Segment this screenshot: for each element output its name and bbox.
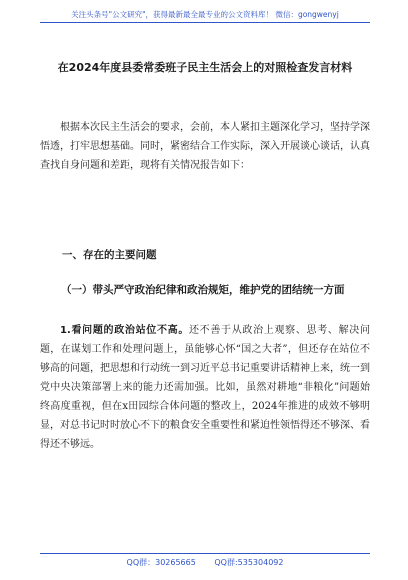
footer-qq-group-2: QQ群:535304092	[214, 558, 284, 567]
subsection-heading: （一）带头严守政治纪律和政治规矩，维护党的团结统一方面	[61, 284, 345, 296]
item-body: 还不善于从政治上观察、思考、解决问题，在谋划工作和处理问题上，虽能够心怀“国之大者”，但还存在站位不够高的问题，把思想和行动统一到习近平总书记重要讲话精神上来，统一到党中央决策部署上来的能力还需加强。比如，虽然对耕地“非粮化”问题始终高度重视，但在x田园综合体问题的整改上，2024年推进的成效不够明显，对总书记时时放心不下的粮食安全重要性和紧迫性领悟得还不够深、看得还不够远。	[40, 325, 370, 450]
section-heading: 一、存在的主要问题	[62, 249, 157, 261]
footer-qq-group-1: QQ群：30265665	[126, 558, 196, 567]
document-title: 在2024年度县委常委班子民主生活会上的对照检查发言材料	[57, 61, 353, 74]
header-divider	[40, 22, 370, 23]
item-lead: 1.看问题的政治站位不高。	[60, 325, 189, 336]
header-banner: 关注头条号"公文研究"，获得最新最全最专业的公文资料库！ 微信：gongwenyj	[71, 10, 339, 19]
footer-divider	[40, 553, 370, 554]
item-paragraph	[40, 321, 370, 454]
intro-paragraph: 根据本次民主生活会的要求，会前，本人紧扣主题深化学习，坚持学深悟透，打牢思想基础。同时，紧密结合工作实际，深入开展谈心谈话，认真查找自身问题和差距，现将有关情况报告如下：	[40, 122, 370, 171]
footer	[40, 557, 370, 568]
